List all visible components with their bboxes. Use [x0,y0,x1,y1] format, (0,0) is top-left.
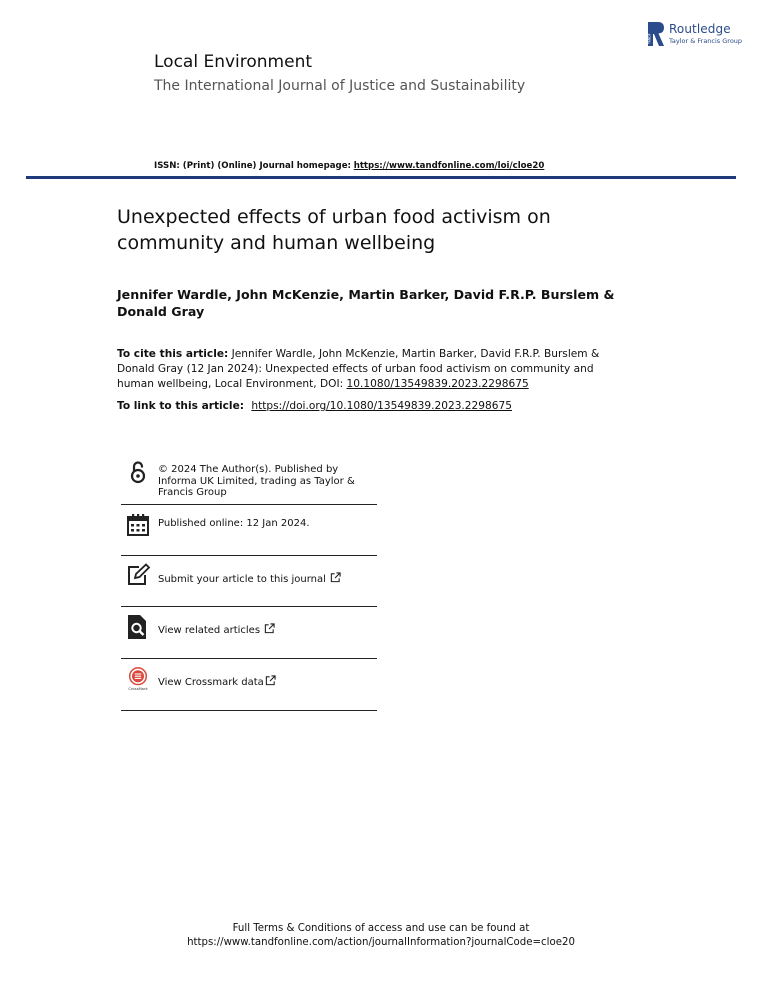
link-block [117,400,627,412]
cite-doi-link[interactable]: 10.1080/13549839.2023.2298675 [346,378,529,390]
related-articles-icon [126,615,150,639]
related-articles-link[interactable] [158,623,380,637]
article-title: Unexpected effects of urban food activism on community and human wellbeing [117,206,551,254]
journal-homepage-link[interactable]: https://www.tandfonline.com/loi/cloe20 [353,161,545,171]
published-row [121,504,377,556]
edit-icon [126,563,150,587]
footer-line-1: Full Terms & Conditions of access and use can be found at [232,923,530,934]
journal-subtitle: The International Journal of Justice and Sustainability [154,78,526,94]
crossmark-icon [126,667,150,691]
crossmark-link[interactable] [158,675,380,689]
copyright-text: © 2024 The Author(s). Published by Informa UK Limited, trading as Taylor & Francis Group [158,464,355,498]
publisher-logo [648,22,748,48]
calendar-icon [126,513,150,537]
cite-label: To cite this article: [117,348,229,360]
footer-terms-link[interactable]: https://www.tandfonline.com/action/journalInformation?journalCode=cloe20 [187,937,575,948]
crossmark-label: View Crossmark data [158,677,264,688]
journal-title: Local Environment [154,52,313,72]
article-doi-link[interactable]: https://doi.org/10.1080/13549839.2023.2298675 [251,400,512,412]
issn-line [154,161,544,171]
svg-text:TANDF: TANDF [647,33,652,44]
publisher-subname: Taylor & Francis Group [669,37,743,45]
publisher-name: Routledge [669,22,731,36]
routledge-logo-icon [648,22,664,46]
crossmark-row[interactable] [121,658,377,711]
external-link-icon [265,675,276,686]
copyright-row [121,458,377,505]
cite-text: Jennifer Wardle, John McKenzie, Martin Barker, David F.R.P. Burslem & Donald Gray (12 Jan 2024): Unexpected effects of urban food activism on community and human wellbeing, Local Environment, DOI: [117,348,600,390]
submit-article-label: Submit your article to this journal [158,574,326,585]
open-access-icon [126,460,150,484]
footer [0,922,762,950]
svg-text:CrossMark: CrossMark [128,687,148,692]
related-row[interactable] [121,606,377,659]
external-link-icon [264,623,275,634]
header-rule [26,176,736,179]
issn-label: ISSN: (Print) (Online) Journal homepage: [154,161,351,171]
published-text: Published online: 12 Jan 2024. [158,518,310,529]
article-authors: Jennifer Wardle, John McKenzie, Martin Barker, David F.R.P. Burslem & Donald Gray [117,287,615,319]
submit-row[interactable] [121,555,377,607]
cite-block [117,347,627,392]
submit-article-link[interactable] [158,572,380,586]
link-label: To link to this article: [117,400,244,412]
external-link-icon [330,572,341,583]
related-articles-label: View related articles [158,625,261,636]
